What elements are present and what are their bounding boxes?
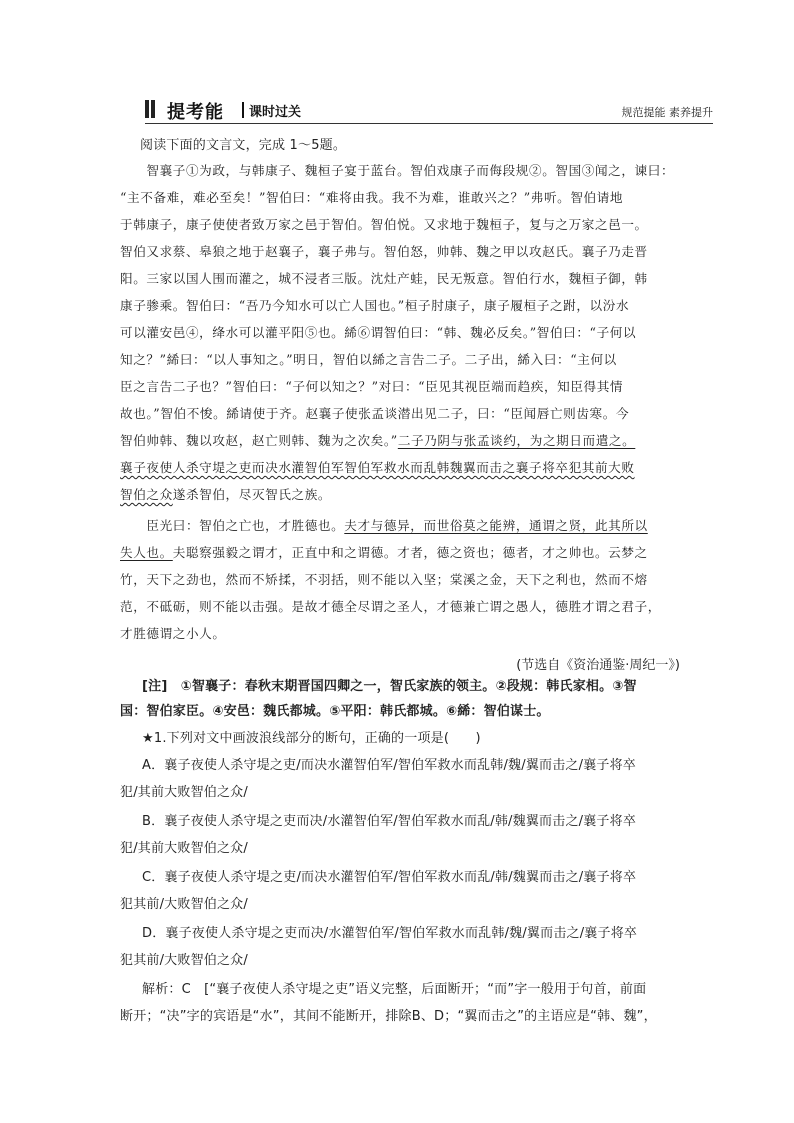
notes-line: 国：智伯家臣。④安邑：魏氏都城。⑤平阳：韩氏都城。⑥絺：智伯谋士。 [120,704,550,719]
option-a-cont: 犯/其前大败智伯之众/ [120,785,248,800]
passage-line: 康子骖乘。智伯曰：“吾乃今知水可以亡人国也。”桓子肘康子，康子履桓子之跗，以汾水 [120,298,630,313]
passage-line: 臣之言告二子也？”智伯曰：“子何以知之？”对曰：“臣见其视臣端而趋疾，知臣得其情 [120,379,624,394]
notes-line: [注] ①智襄子：春秋末期晋国四卿之一，智氏家族的领主。②段规：韩氏家相。③智 [142,679,637,694]
header-rule [145,123,713,124]
passage-line: 阳。三家以国人围而灌之，城不浸者三版。沈灶产蛙，民无叛意。智伯行水，魏桓子御，韩 [120,271,648,286]
wavy-underlined-passage: 智伯之众 [120,487,173,502]
option-c: C．襄子夜使人杀守堤之吏/而决水灌智伯军/智伯军救水而乱/韩/魏翼而击之/襄子将卒 [142,870,637,885]
passage-text: 遂杀智伯，尽灭智氏之族。 [172,487,332,502]
header-bars-icon [145,100,157,122]
section-title: 提考能 [167,102,224,123]
option-c-cont: 犯其前/大败智伯之众/ [120,897,248,912]
header-right-text: 规范提能 素养提升 [621,106,713,119]
option-b: B．襄子夜使人杀守堤之吏而决/水灌智伯军/智伯军救水而乱/韩/魏翼而击之/襄子将卒 [142,814,637,829]
passage-line [120,433,635,449]
passage-line [120,460,635,476]
analysis-line: 解析：C [“襄子夜使人杀守堤之吏”语义完整，后面断开；“而”字一般用于句首，前面 [142,982,647,997]
analysis-line: 断开；“决”字的宾语是“水”，其间不能断开，排除B、D；“翼而击之”的主语应是“韩、魏”， [120,1009,657,1024]
section-header [145,98,713,124]
comment-line: 竹，天下之劲也，然而不矫揉，不羽括，则不能以入坚；棠溪之金，天下之利也，然而不熔 [120,572,648,587]
comment-line: 才胜德谓之小人。 [120,626,226,641]
passage-line: 于韩康子，康子使使者致万家之邑于智伯。智伯悦。又求地于魏桓子，复与之万家之邑一。 [120,217,648,232]
section-subtitle: 课时过关 [249,105,302,120]
underlined-passage: 二子乃阴与张孟谈约，为之期日而遣之。 [397,433,636,448]
underlined-comment: 失人也。 [120,545,173,560]
comment-line [120,545,648,561]
wavy-underlined-passage: 襄子夜使人杀守堤之吏而决水灌智伯军智伯军救水而乱韩魏翼而击之襄子将卒犯其前大败 [120,460,635,475]
instruction: 阅读下面的文言文，完成 1～5题。 [140,138,347,153]
passage-line: 故也。”智伯不悛。絺请使于齐。赵襄子使张孟谈潜出见二子，曰：“臣闻唇亡则齿寒。今 [120,406,630,421]
comment-text: 臣光曰：智伯之亡也，才胜德也。 [120,518,345,533]
passage-line: 智襄子①为政，与韩康子、魏桓子宴于蓝台。智伯戏康子而侮段规②。智国③闻之，谏曰： [120,163,675,178]
option-d-cont: 犯其前/大败智伯之众/ [120,953,248,968]
header-divider [242,102,244,118]
comment-text: 夫聪察强毅之谓才，正直中和之谓德。才者，德之资也；德者，才之帅也。云梦之 [172,545,648,560]
passage-text: 智伯帅韩、魏以攻赵，赵亡则韩、魏为之次矣。” [120,433,398,448]
option-d: D．襄子夜使人杀守堤之吏而决/水灌智伯军/智伯军救水而乱韩/魏/翼而击之/襄子将卒 [142,926,638,941]
passage-line: “主不备难，难必至矣！”智伯曰：“难将由我。我不为难，谁敢兴之？”弗听。智伯请地 [120,190,624,205]
underlined-comment: 夫才与德异，而世俗莫之能辨，通谓之贤，此其所以 [344,518,648,533]
passage-line [120,487,331,503]
passage-line: 可以灌安邑④，绛水可以灌平阳⑤也。絺⑥谓智伯曰：“韩、魏必反矣。”智伯曰：“子何以 [120,325,637,340]
source-citation: (节选自《资治通鉴·周纪一》) [516,658,680,673]
comment-line: 范，不砥砺，则不能以击强。是故才德全尽谓之圣人，才德兼亡谓之愚人，德胜才谓之君子， [120,599,661,614]
passage-line: 智伯又求蔡、皋狼之地于赵襄子，襄子弗与。智伯怒，帅韩、魏之甲以攻赵氏。襄子乃走晋 [120,244,648,259]
comment-line [120,518,648,534]
passage-line: 知之？”絺曰：“以人事知之。”明日，智伯以絺之言告二子。二子出，絺入曰：“主何以 [120,352,617,367]
question-stem: ★1.下列对文中画波浪线部分的断句，正确的一项是( ) [142,731,481,746]
option-b-cont: 犯/其前大败智伯之众/ [120,841,248,856]
option-a: A．襄子夜使人杀守堤之吏/而决水灌智伯军/智伯军救水而乱韩/魏/翼而击之/襄子将卒 [142,758,636,773]
